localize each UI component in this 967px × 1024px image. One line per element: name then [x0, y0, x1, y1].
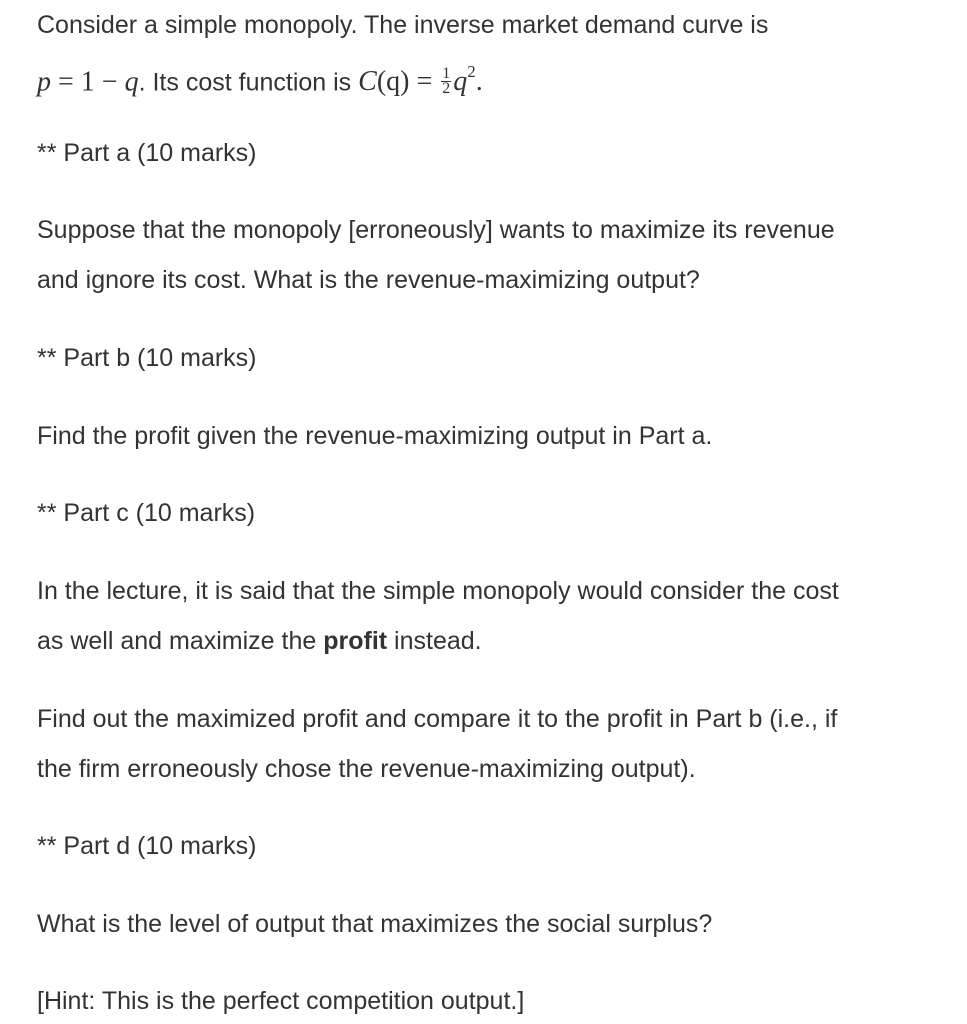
fraction-one-half: $\frac{1}{2}$ — [442, 65, 451, 98]
demand-equation: p = 1 − q — [37, 66, 139, 98]
part-b-heading: ** Part b (10 marks) — [37, 344, 257, 372]
part-c-line-4: the firm erroneously chose the revenue-maximizing output). — [37, 755, 696, 783]
part-c-line-1: In the lecture, it is said that the simple monopoly would consider the cost — [37, 577, 839, 605]
intro-line-1: Consider a simple monopoly. The inverse market demand curve is — [37, 11, 769, 39]
cost-function: C(q) = $\frac{1}{2}$ $q^2$. — [358, 62, 483, 98]
part-d-heading: ** Part d (10 marks) — [37, 832, 257, 860]
part-c-heading: ** Part c (10 marks) — [37, 499, 256, 527]
part-a-line-2: and ignore its cost. What is the revenue-maximizing output? — [37, 266, 700, 294]
part-c-line-3: Find out the maximized profit and compare it to the profit in Part b (i.e., if — [37, 705, 838, 733]
part-c-line-2: as well and maximize the profit instead. — [37, 627, 482, 655]
part-b-line-1: Find the profit given the revenue-maximizing output in Part a. — [37, 422, 713, 450]
part-d-line-1: What is the level of output that maximizes the social surplus? — [37, 910, 713, 938]
part-a-heading: ** Part a (10 marks) — [37, 139, 257, 167]
part-a-line-1: Suppose that the monopoly [erroneously] wants to maximize its revenue — [37, 216, 835, 244]
part-d-hint: [Hint: This is the perfect competition output.] — [37, 987, 525, 1015]
profit-emphasis: profit — [323, 627, 388, 655]
intro-line-2: p = 1 − q. Its cost function is C(q) = $\frac{1}{2}$ $q^2$. — [37, 62, 483, 98]
